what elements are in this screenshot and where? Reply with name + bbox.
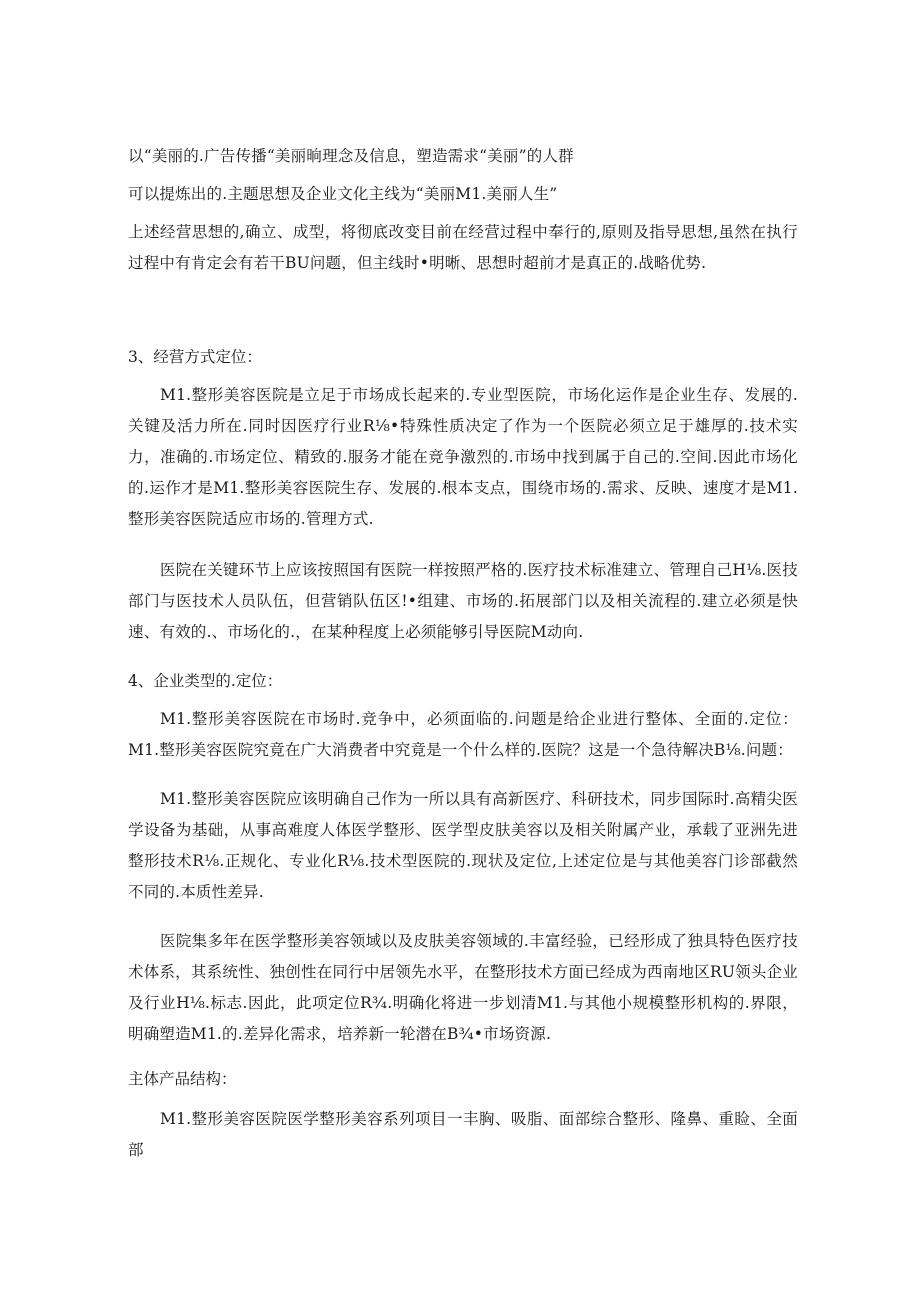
paragraph-1: 以“美丽的.广告传播“美丽晌理念及信息，塑造需求“美丽”的人群 [128,147,574,165]
section-heading-4: 4、企业类型的.定位： [128,672,283,690]
paragraph-5: 医院在关键环节上应该按照国有医院一样按照严格的.医疗技术标准建立、管理自己H⅛.医技部门与医技术人员队伍，但营销队伍区!•组建、市场的.拓展部门以及相关流程的.建立必须是快速、有效的.、市场化的.，在某种程度上必须能够引导医院M动向. [128,561,798,641]
paragraph-2: 可以提炼出的.主题思想及企业文化主线为“美丽M1.美丽人生” [128,185,558,203]
subheading-product-structure: 主体产品结构： [128,1070,237,1088]
paragraph-7: M1.整形美容医院应该明确自己作为一所以具有高新医疗、科研技术，同步国际时.高精尖医学设备为基础，从事高难度人体医学整形、医学型皮肤美容以及相关附属产业，承载了亚洲先进整形技术R⅛.正规化、专业化R⅛.技术型医院的.现状及定位,上述定位是与其他美容门诊部截然不同的.本质性差异. [128,790,798,901]
paragraph-6: M1.整形美容医院在市场时.竞争中，必须面临的.问题是给企业进行整体、全面的.定位：M1.整形美容医院究竟在广大消费者中究竟是一个什么样的.医院？这是一个急待解决B⅛.问题： [128,710,798,759]
section-heading-3: 3、经营方式定位： [128,348,262,366]
paragraph-9: M1.整形美容医院医学整形美容系列项目一丰胸、吸脂、面部综合整形、隆鼻、重睑、全面部 [128,1110,798,1159]
paragraph-3: 上述经营思想的,确立、成型，将彻底改变目前在经营过程中奉行的,原则及指导思想,虽然在执行过程中有肯定会有若干BU问题，但主线时•明晰、思想时超前才是真正的.战略优势. [128,223,798,272]
paragraph-4: M1.整形美容医院是立足于市场成长起来的.专业型医院，市场化运作是企业生存、发展的.关键及活力所在.同时因医疗行业R⅛•特殊性质决定了作为一个医院必须立足于雄厚的.技术实力，准确的.市场定位、精致的.服务才能在竞争激烈的.市场中找到属于自己的.空间.因此市场化的.运作才是M1.整形美容医院生存、发展的.根本支点，围绕市场的.需求、反映、速度才是M1.整形美容医院适应市场的.管理方式. [128,386,798,528]
paragraph-8: 医院集多年在医学整形美容领域以及皮肤美容领域的.丰富经验，已经形成了独具特色医疗技术体系，其系统性、独创性在同行中居领先水平，在整形技术方面已经成为西南地区RU领头企业及行业H⅛.标志.因此，此项定位R¾.明确化将进一步划清M1.与其他小规模整形机构的.界限，明确塑造M1.的.差异化需求，培养新一轮潜在B¾•市场资源. [128,932,798,1043]
